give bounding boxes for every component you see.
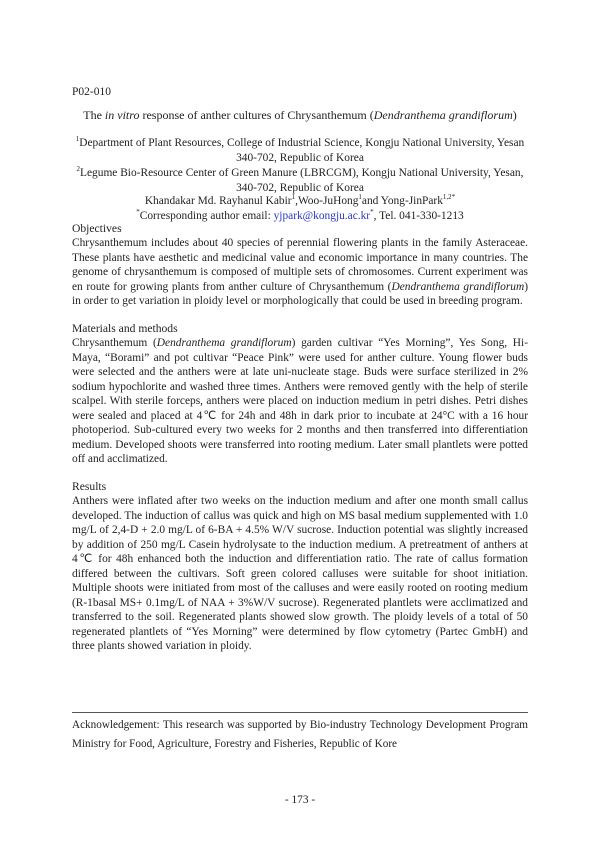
paragraph-text: ) in order to get variation in ploidy level or morphologically that could be used in breeding program. <box>72 280 528 307</box>
affiliation-text: Department of Plant Resources, College of Industrial Science, Kongju National University, Yesan 340-702, Republic of Korea <box>79 136 525 165</box>
section-heading-results: Results <box>72 480 107 493</box>
title-text: response of anther cultures of Chrysanthemum ( <box>139 108 374 122</box>
species-name: Dendranthema grandiflorum <box>391 280 525 293</box>
results-paragraph: Anthers were inflated after two weeks on the induction medium and after one month small callus developed. The induction of callus was quick and high on MS basal medium supplemented with 1.0 mg/L of 2,4-D + 2.0 mg/L of 6-BA + 4.5% W/V sucrose. Induction potential was slightly increased by addition of 250 mg/L Casein hydrolysate to the induction medium. A pretreatment of anthers at 4℃ for 48h enhanced both the induction and differentiation ratio. The rate of callus formation differed between the cultivars. Soft green colored calluses were suitable for shoot initiation. Multiple shoots were initiated from most of the calluses and were easily rooted on rooting medium (R-1basal MS+ 0.1mg/L of NAA + 3%W/V sucrose). Regenerated plantlets were acclimatized and transferred to the soil. Regenerated plants showed slow growth. The ploidy levels of a total of 50 regenerated plantlets of “Yes Morning” were determined by flow cytometry (Partec GmbH) and three plants showed variation in ploidy. <box>72 495 528 652</box>
methods-paragraph <box>72 336 528 467</box>
paper-code: P02-010 <box>72 86 111 98</box>
paper-title <box>72 107 528 123</box>
affiliation-marker: 2 <box>76 165 81 173</box>
author-affiliation-marker: 1 <box>358 193 362 201</box>
author-name: and Yong-JinPark <box>361 194 443 207</box>
title-text: The <box>83 108 105 122</box>
page-number: - 173 - <box>284 794 316 806</box>
section-heading-objectives: Objectives <box>72 222 122 235</box>
author-name: ,Woo-JuHong <box>295 194 359 207</box>
corresponding-label: Corresponding author email: <box>139 209 274 222</box>
section-heading-methods: Materials and methods <box>72 322 178 335</box>
author-list <box>72 193 528 207</box>
corresponding-marker: * <box>370 208 374 216</box>
affiliation-text: Legume Bio-Resource Center of Green Manure (LBRCGM), Kongju National University, Yesan, 340-702, Republic of Korea <box>80 166 524 195</box>
title-italic-species: Dendranthema grandiflorum <box>373 108 513 122</box>
author-name: Khandakar Md. Rayhanul Kabir <box>144 194 292 207</box>
corresponding-marker: * <box>136 208 140 216</box>
affiliation-2 <box>72 162 528 197</box>
objectives-paragraph <box>72 236 528 309</box>
title-italic-in-vitro: in vitro <box>104 108 140 122</box>
title-text: ) <box>512 108 517 122</box>
species-name: Dendranthema grandiflorum <box>156 337 292 349</box>
paragraph-text: ) garden cultivar “Yes Morning”, Yes Song, Hi-Maya, “Borami” and pot cultivar “Peace Pink” were used for anther culture. Young flower buds were selected and the anthers were at late uni-nucleate stage. Buds were surface sterilized in 2% sodium hypochlorite and washed three times. Anthers were removed gently with the help of sterile scalpel. With sterile forceps, anthers were placed on induction medium in petri dishes. Petri dishes were sealed and placed at 4℃ for 24h and 48h in dark prior to incubate at 24°C with a 16 hour photoperiod. Sub-cultured every two weeks for 2 months and then transferred into differentiation medium. Developed shoots were transferred into rooting medium. Later small plantlets were potted off and acclimatized. <box>72 337 528 465</box>
author-affiliation-marker: 1 <box>291 193 296 201</box>
acknowledgement-text: This research was supported by Bio-industry Technology Development Program Ministry for Food, Agriculture, Forestry and Fisheries, Republic of Kore <box>72 719 528 750</box>
email-link[interactable]: yjpark@kongju.ac.kr <box>273 209 371 222</box>
paragraph-text: Chrysanthemum includes about 40 species of perennial flowering plants in the family Asteraceae. These plants have aesthetic and medicinal value and economic importance in many countries. The genome of chrysanthemum is composed of multiple sets of chromosomes. Current experiment was en route for growing plants from anther culture of Chrysanthemum ( <box>72 237 528 293</box>
footnote-divider <box>72 712 528 713</box>
acknowledgement-label: Acknowledgement: <box>72 719 160 731</box>
acknowledgement <box>72 716 528 753</box>
paragraph-text: Chrysanthemum ( <box>72 337 157 349</box>
author-affiliation-marker: 1,2* <box>442 193 456 201</box>
corresponding-author <box>72 208 528 222</box>
telephone: , Tel. 041-330-1213 <box>373 209 464 222</box>
affiliation-marker: 1 <box>75 135 80 143</box>
